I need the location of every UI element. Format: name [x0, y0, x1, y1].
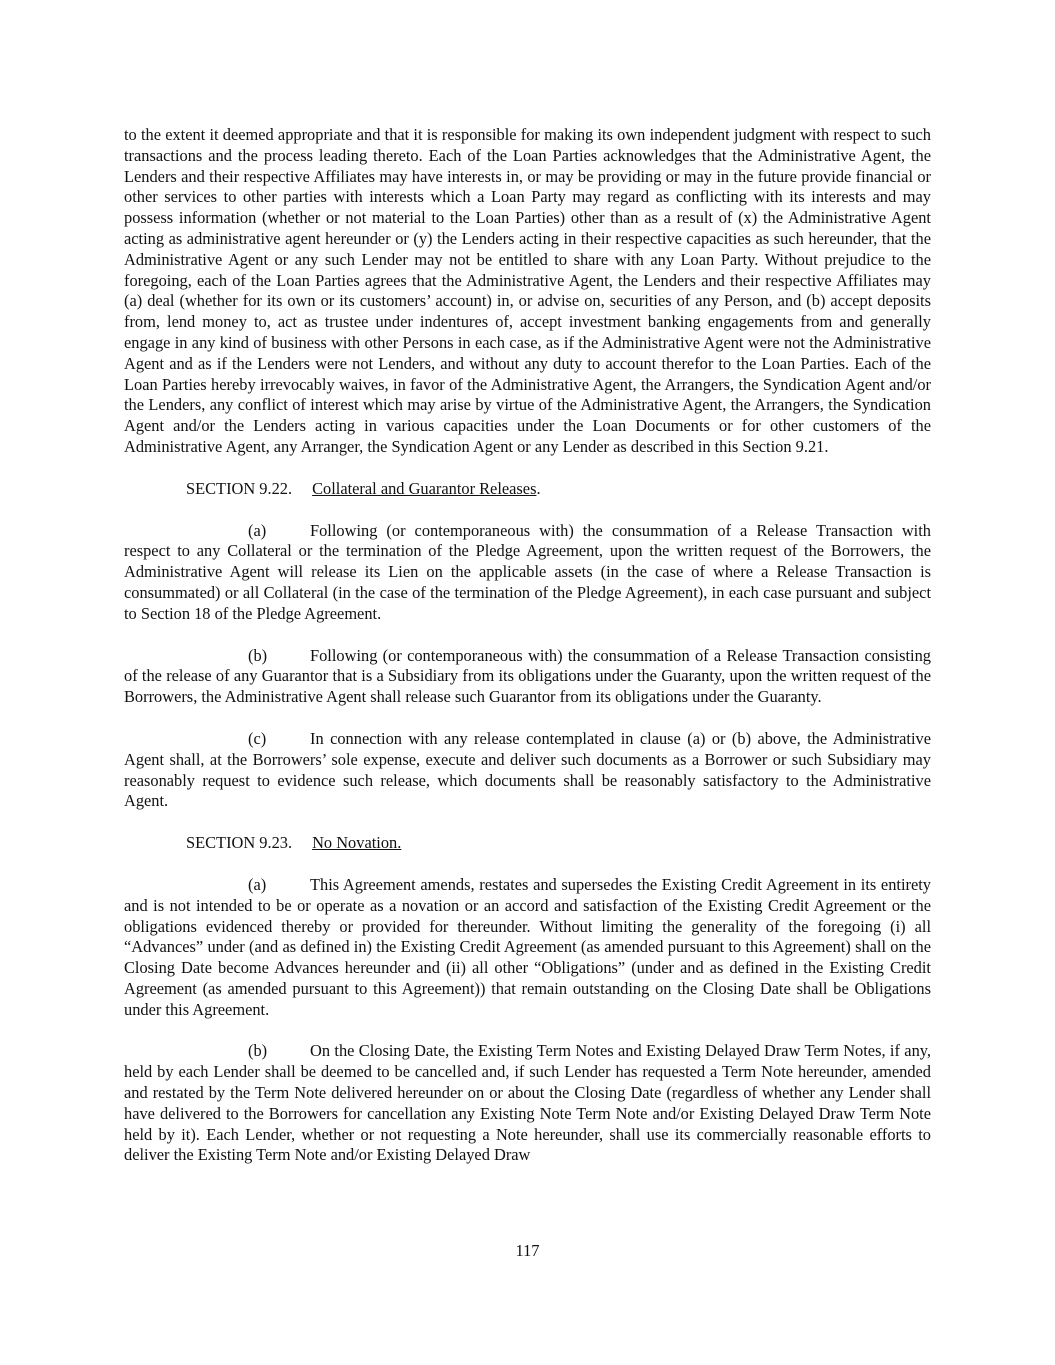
- document-page: [124, 125, 931, 1166]
- intro-paragraph: to the extent it deemed appropriate and that it is responsible for making its own independent judgment with respect to such transactions and the process leading thereto. Each of the Loan Parties acknowledges that the Administrative Agent, the Lenders and their respective Affiliates may have interests in, or may be providing or may in the future provide financial or other services to other parties with interests which a Loan Party may regard as conflicting with its interests and may possess information (whether or not material to the Loan Parties) other than as a result of (x) the Administrative Agent acting as administrative agent hereunder or (y) the Lenders acting in their respective capacities as such hereunder, that the Administrative Agent or any such Lender may not be entitled to share with any Loan Party. Without prejudice to the foregoing, each of the Loan Parties agrees that the Administrative Agent, the Lenders and their respective Affiliates may (a) deal (whether for its own or its customers’ account) in, or advise on, securities of any Person, and (b) accept deposits from, lend money to, act as trustee under indentures of, accept investment banking engagements from and generally engage in any kind of business with other Persons in each case, as if the Administrative Agent were not the Administrative Agent and as if the Lenders were not Lenders, and without any duty to account therefor to the Loan Parties. Each of the Loan Parties hereby irrevocably waives, in favor of the Administrative Agent, the Arrangers, the Syndication Agent and/or the Lenders, any conflict of interest which may arise by virtue of the Administrative Agent, the Arrangers, the Syndication Agent and/or the Lenders acting in various capacities under the Loan Documents or for other customers of the Administrative Agent, any Arranger, the Syndication Agent or any Lender as described in this Section 9.21.: [124, 125, 931, 456]
- clause-text: Following (or contemporaneous with) the consummation of a Release Transaction consisting of the release of any Guarantor that is a Subsidiary from its obligations under the Guaranty, upon the written request of the Borrowers, the Administrative Agent shall release such Guarantor from its obligations under the Guaranty.: [124, 645, 931, 707]
- section-9-22-clause-b: [124, 646, 931, 708]
- clause-label: (b): [248, 1041, 268, 1061]
- section-9-22-number: SECTION 9.22.: [186, 478, 293, 498]
- page-number: 117: [515, 1241, 540, 1260]
- section-9-23-clause-a: [124, 875, 931, 1021]
- clause-text: This Agreement amends, restates and supersedes the Existing Credit Agreement in its entirety and is not intended to be or operate as a novation or an accord and satisfaction of the Existing Credit Agreement or the obligations evidenced thereby or provided for thereunder. Without limiting the generality of the foregoing (i) all “Advances” under (and as defined in) the Existing Credit Agreement (as amended pursuant to this Agreement) shall on the Closing Date become Advances hereunder and (ii) all other “Obligations” (under and as defined in the Existing Credit Agreement (as amended pursuant to this Agreement)) that remain outstanding on the Closing Date shall be Obligations under this Agreement.: [124, 874, 931, 1019]
- section-9-23-heading: [124, 833, 931, 854]
- clause-label: (a): [248, 874, 267, 894]
- section-9-22-clause-a: [124, 521, 931, 625]
- clause-text: In connection with any release contemplated in clause (a) or (b) above, the Administrative Agent shall, at the Borrowers’ sole expense, execute and deliver such documents as a Borrower or such Subsidiary may reasonably request to evidence such release, which documents shall be reasonably satisfactory to the Administrative Agent.: [124, 728, 931, 811]
- section-9-22-title-end: .: [536, 478, 541, 498]
- clause-text: Following (or contemporaneous with) the consummation of a Release Transaction with respect to any Collateral or the termination of the Pledge Agreement, upon the written request of the Borrowers, the Administrative Agent will release its Lien on the applicable assets (in the case of where a Release Transaction is consummated) or all Collateral (in the case of the termination of the Pledge Agreement), in each case pursuant and subject to Section 18 of the Pledge Agreement.: [124, 520, 931, 623]
- clause-label: (b): [248, 645, 268, 665]
- section-9-23-number: SECTION 9.23.: [186, 833, 293, 853]
- section-9-22-title: Collateral and Guarantor Releases: [312, 478, 537, 498]
- clause-text: On the Closing Date, the Existing Term Notes and Existing Delayed Draw Term Notes, if any, held by each Lender shall be deemed to be cancelled and, if such Lender has requested a Term Note hereunder, amended and restated by the Term Note delivered hereunder on or about the Closing Date (regardless of whether any Lender shall have delivered to the Borrowers for cancellation any Existing Note Term Note and/or Existing Delayed Draw Term Note held by it). Each Lender, whether or not requesting a Note hereunder, shall use its commercially reasonable efforts to deliver the Existing Term Note and/or Existing Delayed Draw: [124, 1041, 931, 1165]
- section-9-22-heading: [124, 479, 931, 500]
- section-9-23-title: No Novation.: [312, 833, 402, 853]
- clause-label: (c): [248, 728, 267, 748]
- section-9-23-clause-b: [124, 1041, 931, 1166]
- clause-label: (a): [248, 520, 267, 540]
- section-9-22-clause-c: [124, 729, 931, 812]
